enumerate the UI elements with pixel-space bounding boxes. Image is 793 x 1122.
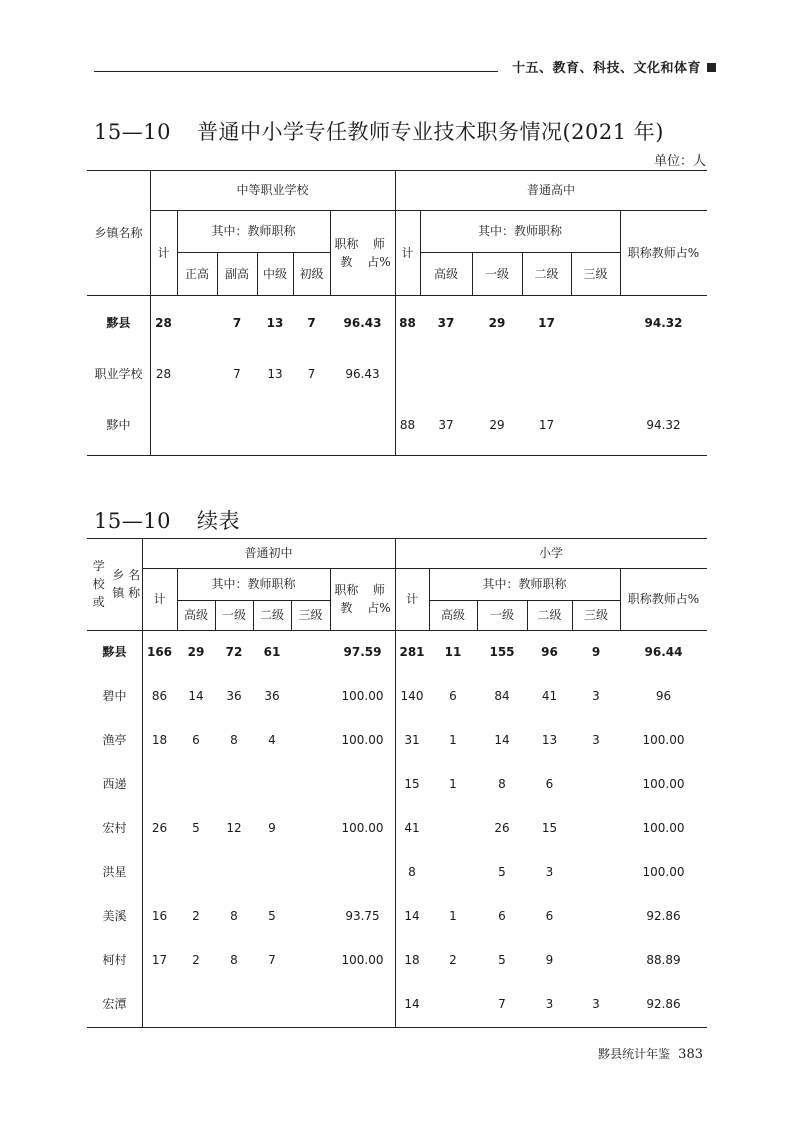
chapter-title: 十五、教育、科技、文化和体育 xyxy=(512,61,702,76)
cell-a-5: 100.00 xyxy=(341,733,384,747)
row-name: 黟县 xyxy=(106,315,131,330)
cell-a-0: 16 xyxy=(151,909,168,923)
cell-b-3: 9 xyxy=(545,953,554,967)
group-a-header: 中等职业学校 xyxy=(236,183,309,197)
cell-b-0: 8 xyxy=(408,865,416,879)
cell-a-1 xyxy=(177,297,217,348)
cell-a-4 xyxy=(291,630,330,674)
ratio-header-b xyxy=(620,210,707,295)
row-header-line-2: 名称 xyxy=(118,225,143,240)
subgroup-header-b: 其中：教师职称 xyxy=(477,224,562,238)
col-header-a-1: 高级 xyxy=(183,608,208,622)
header-rule xyxy=(94,71,498,72)
total-header-b: 计 xyxy=(401,245,414,260)
cell-a-3 xyxy=(257,399,293,450)
cell-b-2: 8 xyxy=(498,777,506,791)
row-name: 西递 xyxy=(102,777,127,791)
cell-a-1 xyxy=(177,399,217,450)
cell-a-3: 61 xyxy=(263,645,281,659)
cell-b-2 xyxy=(472,348,522,399)
cell-b-1: 2 xyxy=(449,953,457,967)
unit-label: 单位：人 xyxy=(653,154,706,169)
cell-b-0: 41 xyxy=(404,821,420,835)
cell-b-5: 100.00 xyxy=(642,821,685,835)
cell-b-2: 26 xyxy=(494,821,510,835)
cell-a-0: 18 xyxy=(151,733,168,747)
row-name: 渔亭 xyxy=(102,733,127,747)
cell-b-5: 100.00 xyxy=(642,865,685,879)
table1-number: 15—10 xyxy=(94,120,171,144)
cell-b-2: 5 xyxy=(498,953,506,967)
cell-a-4: 7 xyxy=(307,315,316,330)
cell-b-2: 6 xyxy=(498,909,506,923)
col-header-b-3: 二级 xyxy=(534,266,559,281)
cell-a-2: 8 xyxy=(230,953,238,967)
cell-a-0: 26 xyxy=(151,821,168,835)
col-header-b-1: 高级 xyxy=(433,266,458,281)
group-b-header: 小学 xyxy=(538,546,563,560)
row-name: 黟中 xyxy=(106,417,131,432)
cell-a-4 xyxy=(291,718,330,762)
cell-b-2: 84 xyxy=(494,689,510,703)
group-a-header: 普通初中 xyxy=(244,546,293,560)
cell-a-5 xyxy=(330,850,395,894)
cell-b-5: 96 xyxy=(655,689,672,703)
header-bottom-rule xyxy=(87,295,707,296)
cell-a-4 xyxy=(291,806,330,850)
cell-a-2: 12 xyxy=(226,821,242,835)
cell-b-4 xyxy=(572,762,620,806)
table-bottom-rule xyxy=(87,455,707,456)
cell-b-2: 29 xyxy=(488,315,506,330)
cell-a-5 xyxy=(330,762,395,806)
cell-b-1 xyxy=(420,348,472,399)
cell-a-2: 8 xyxy=(230,733,238,747)
col-header-a-3: 二级 xyxy=(259,608,284,622)
row-name: 职业学校 xyxy=(94,366,143,381)
cell-a-1: 6 xyxy=(192,733,200,747)
cell-b-5: 96.44 xyxy=(644,645,683,659)
cell-a-2 xyxy=(217,399,257,450)
cell-a-1: 5 xyxy=(192,821,200,835)
cell-b-2: 155 xyxy=(489,645,515,659)
cell-b-5: 92.86 xyxy=(646,909,681,923)
cell-b-4: 3 xyxy=(592,689,600,703)
cell-b-1: 11 xyxy=(444,645,462,659)
cell-b-1 xyxy=(429,850,477,894)
ratio-header-b-line-2: 师占% xyxy=(663,592,700,606)
cell-a-4 xyxy=(291,762,330,806)
cell-a-0: 166 xyxy=(146,645,173,659)
row-header-line-1: 乡镇 xyxy=(94,225,119,240)
cell-a-5: 100.00 xyxy=(341,953,384,967)
cell-b-1: 1 xyxy=(449,733,457,747)
cell-b-0: 88 xyxy=(399,315,416,330)
cell-a-1: 2 xyxy=(192,909,200,923)
cell-a-0 xyxy=(142,982,177,1026)
cell-a-2 xyxy=(215,982,253,1026)
cell-a-3: 36 xyxy=(264,689,280,703)
col-header-b-3: 二级 xyxy=(537,608,562,622)
cell-b-3: 6 xyxy=(545,777,554,791)
cell-a-3: 13 xyxy=(267,366,283,381)
subgroup-header-b: 其中：教师职称 xyxy=(482,577,567,591)
ratio-header-a xyxy=(330,210,395,295)
row-name: 宏潭 xyxy=(102,997,127,1011)
cell-a-5 xyxy=(330,982,395,1026)
cell-b-3: 3 xyxy=(545,865,554,879)
cell-a-5: 96.43 xyxy=(345,366,380,381)
cell-a-0 xyxy=(150,399,177,450)
cell-b-0: 31 xyxy=(404,733,420,747)
cell-b-4 xyxy=(571,297,620,348)
cell-a-2: 36 xyxy=(226,689,242,703)
cell-a-2 xyxy=(215,762,253,806)
cell-a-4 xyxy=(291,938,330,982)
cell-b-4 xyxy=(572,850,620,894)
col-header-b-2: 一级 xyxy=(484,266,509,281)
cell-b-5: 94.32 xyxy=(644,315,683,330)
cell-b-0 xyxy=(395,348,420,399)
cell-b-3: 6 xyxy=(545,909,554,923)
ratio-header-a-line-2: 师占% xyxy=(367,583,391,615)
cell-b-4 xyxy=(572,938,620,982)
cell-b-5: 92.86 xyxy=(646,997,681,1011)
row-name: 柯村 xyxy=(102,953,127,967)
cell-a-0: 86 xyxy=(151,689,168,703)
cell-b-2: 5 xyxy=(498,865,506,879)
cell-a-4: 7 xyxy=(307,366,316,381)
cell-b-0: 15 xyxy=(404,777,420,791)
col-header-a-2: 一级 xyxy=(221,608,246,622)
cell-b-1 xyxy=(429,806,477,850)
cell-a-5: 100.00 xyxy=(341,821,384,835)
row-name: 美溪 xyxy=(102,909,127,923)
cell-b-3: 13 xyxy=(541,733,558,747)
table1-title-text: 普通中小学专任教师专业技术职务情况(2021 年) xyxy=(196,120,664,144)
cell-b-5: 100.00 xyxy=(642,733,685,747)
cell-a-1 xyxy=(177,348,217,399)
cell-b-1: 37 xyxy=(437,315,455,330)
cell-a-2: 7 xyxy=(232,315,242,330)
cell-b-5: 88.89 xyxy=(646,953,681,967)
row-header xyxy=(87,538,142,630)
cell-b-1: 37 xyxy=(438,417,454,432)
cell-b-4 xyxy=(572,894,620,938)
cell-b-2: 7 xyxy=(498,997,506,1011)
col-header-a-4: 初级 xyxy=(299,266,324,281)
col-header-b-4: 三级 xyxy=(583,608,608,622)
book-title: 黟县统计年鉴 xyxy=(598,1047,671,1061)
row-name: 碧中 xyxy=(102,689,127,703)
col-header-a-1: 正高 xyxy=(184,266,209,281)
cell-b-0: 281 xyxy=(399,645,425,659)
row-name: 洪星 xyxy=(102,865,127,879)
cell-a-2: 8 xyxy=(230,909,238,923)
subgroup-header-a: 其中：教师职称 xyxy=(211,224,296,238)
ratio-header-b-line-2: 师占% xyxy=(663,245,700,260)
total-header-a: 计 xyxy=(157,245,170,260)
col-header-a-4: 三级 xyxy=(298,608,323,622)
cell-b-3: 96 xyxy=(541,645,558,659)
cell-b-3: 15 xyxy=(541,821,558,835)
total-header-a: 计 xyxy=(153,592,166,606)
cell-a-1: 2 xyxy=(192,953,200,967)
cell-b-4 xyxy=(572,806,620,850)
col-header-a-3: 中级 xyxy=(262,266,287,281)
cell-a-5: 93.75 xyxy=(345,909,380,923)
cell-b-4: 3 xyxy=(592,997,600,1011)
cell-a-4 xyxy=(293,399,330,450)
cell-a-5 xyxy=(330,399,395,450)
table1 xyxy=(87,170,707,456)
row-header-line-1: 学校或 xyxy=(92,559,105,609)
table-bottom-rule xyxy=(87,1027,707,1028)
cell-a-5: 97.59 xyxy=(343,645,382,659)
cell-b-5: 94.32 xyxy=(646,417,681,432)
cell-a-0 xyxy=(142,762,177,806)
cell-a-2: 72 xyxy=(225,645,243,659)
table2-title xyxy=(94,505,240,535)
cell-b-2: 14 xyxy=(494,733,510,747)
page-footer xyxy=(598,1045,703,1062)
cell-b-4 xyxy=(571,348,620,399)
cell-b-4 xyxy=(571,399,620,450)
cell-a-3: 5 xyxy=(268,909,276,923)
cell-b-1: 1 xyxy=(449,909,457,923)
cell-a-2 xyxy=(215,850,253,894)
cell-a-3 xyxy=(253,982,291,1026)
cell-a-0: 28 xyxy=(155,366,172,381)
ratio-header-b-line-1: 职称教 xyxy=(627,592,664,606)
cell-a-4 xyxy=(291,894,330,938)
cell-a-2: 7 xyxy=(233,366,241,381)
cell-a-5: 96.43 xyxy=(343,315,382,330)
row-header-line-3: 名称 xyxy=(128,568,141,600)
cell-a-5: 100.00 xyxy=(341,689,384,703)
cell-a-3: 7 xyxy=(268,953,276,967)
ratio-header-a xyxy=(330,568,395,630)
page-number: 383 xyxy=(678,1047,703,1062)
cell-a-0: 17 xyxy=(151,953,168,967)
row-name: 黟县 xyxy=(102,645,127,659)
cell-a-1: 14 xyxy=(188,689,204,703)
cell-a-1 xyxy=(177,762,215,806)
row-header xyxy=(87,170,150,295)
cell-b-3: 17 xyxy=(538,315,555,330)
total-header-b: 计 xyxy=(405,592,418,606)
cell-a-1: 29 xyxy=(187,645,205,659)
cell-b-4: 3 xyxy=(592,733,600,747)
cell-b-5: 100.00 xyxy=(642,777,685,791)
cell-a-4 xyxy=(291,850,330,894)
table2-number: 15—10 xyxy=(94,509,171,533)
cell-b-3: 3 xyxy=(545,997,554,1011)
table2-title-text: 续表 xyxy=(196,509,240,533)
chapter-header xyxy=(512,57,716,76)
cell-b-2: 29 xyxy=(489,417,505,432)
cell-a-3: 4 xyxy=(268,733,276,747)
col-header-b-2: 一级 xyxy=(489,608,514,622)
cell-b-0: 140 xyxy=(400,689,424,703)
row-name: 宏村 xyxy=(102,821,127,835)
ratio-header-a-line-2: 师占% xyxy=(367,236,391,269)
cell-b-3: 41 xyxy=(541,689,558,703)
cell-b-1: 1 xyxy=(449,777,457,791)
ratio-header-b-line-1: 职称教 xyxy=(627,245,664,260)
table1-title xyxy=(94,116,664,146)
cell-a-4 xyxy=(291,674,330,718)
col-header-a-2: 副高 xyxy=(224,266,249,281)
group-b-header: 普通高中 xyxy=(526,183,575,197)
cell-a-0: 28 xyxy=(155,315,172,330)
cell-b-1: 6 xyxy=(449,689,457,703)
cell-a-3: 13 xyxy=(266,315,284,330)
col-header-b-1: 高级 xyxy=(440,608,465,622)
ratio-header-b xyxy=(620,568,707,630)
cell-b-0: 14 xyxy=(404,909,420,923)
cell-a-1 xyxy=(177,850,215,894)
cell-b-0: 14 xyxy=(404,997,420,1011)
cell-a-0 xyxy=(142,850,177,894)
cell-b-3 xyxy=(522,348,571,399)
col-header-b-4: 三级 xyxy=(583,266,608,281)
square-marker-icon xyxy=(707,63,716,72)
ratio-header-a-line-1: 职称教 xyxy=(334,583,359,615)
ratio-header-a-line-1: 职称教 xyxy=(334,236,359,269)
table2 xyxy=(87,538,707,1028)
cell-b-0: 18 xyxy=(404,953,420,967)
row-header-line-2: 乡镇 xyxy=(112,568,125,600)
cell-a-3 xyxy=(253,850,291,894)
cell-b-5 xyxy=(620,348,707,399)
cell-b-3: 17 xyxy=(538,417,555,432)
subgroup-header-a: 其中：教师职称 xyxy=(211,577,296,591)
cell-a-1 xyxy=(177,982,215,1026)
cell-a-4 xyxy=(291,982,330,1026)
cell-a-3 xyxy=(253,762,291,806)
cell-b-1 xyxy=(429,982,477,1026)
cell-b-0: 88 xyxy=(399,417,416,432)
cell-b-4: 9 xyxy=(591,645,601,659)
cell-a-3: 9 xyxy=(268,821,276,835)
